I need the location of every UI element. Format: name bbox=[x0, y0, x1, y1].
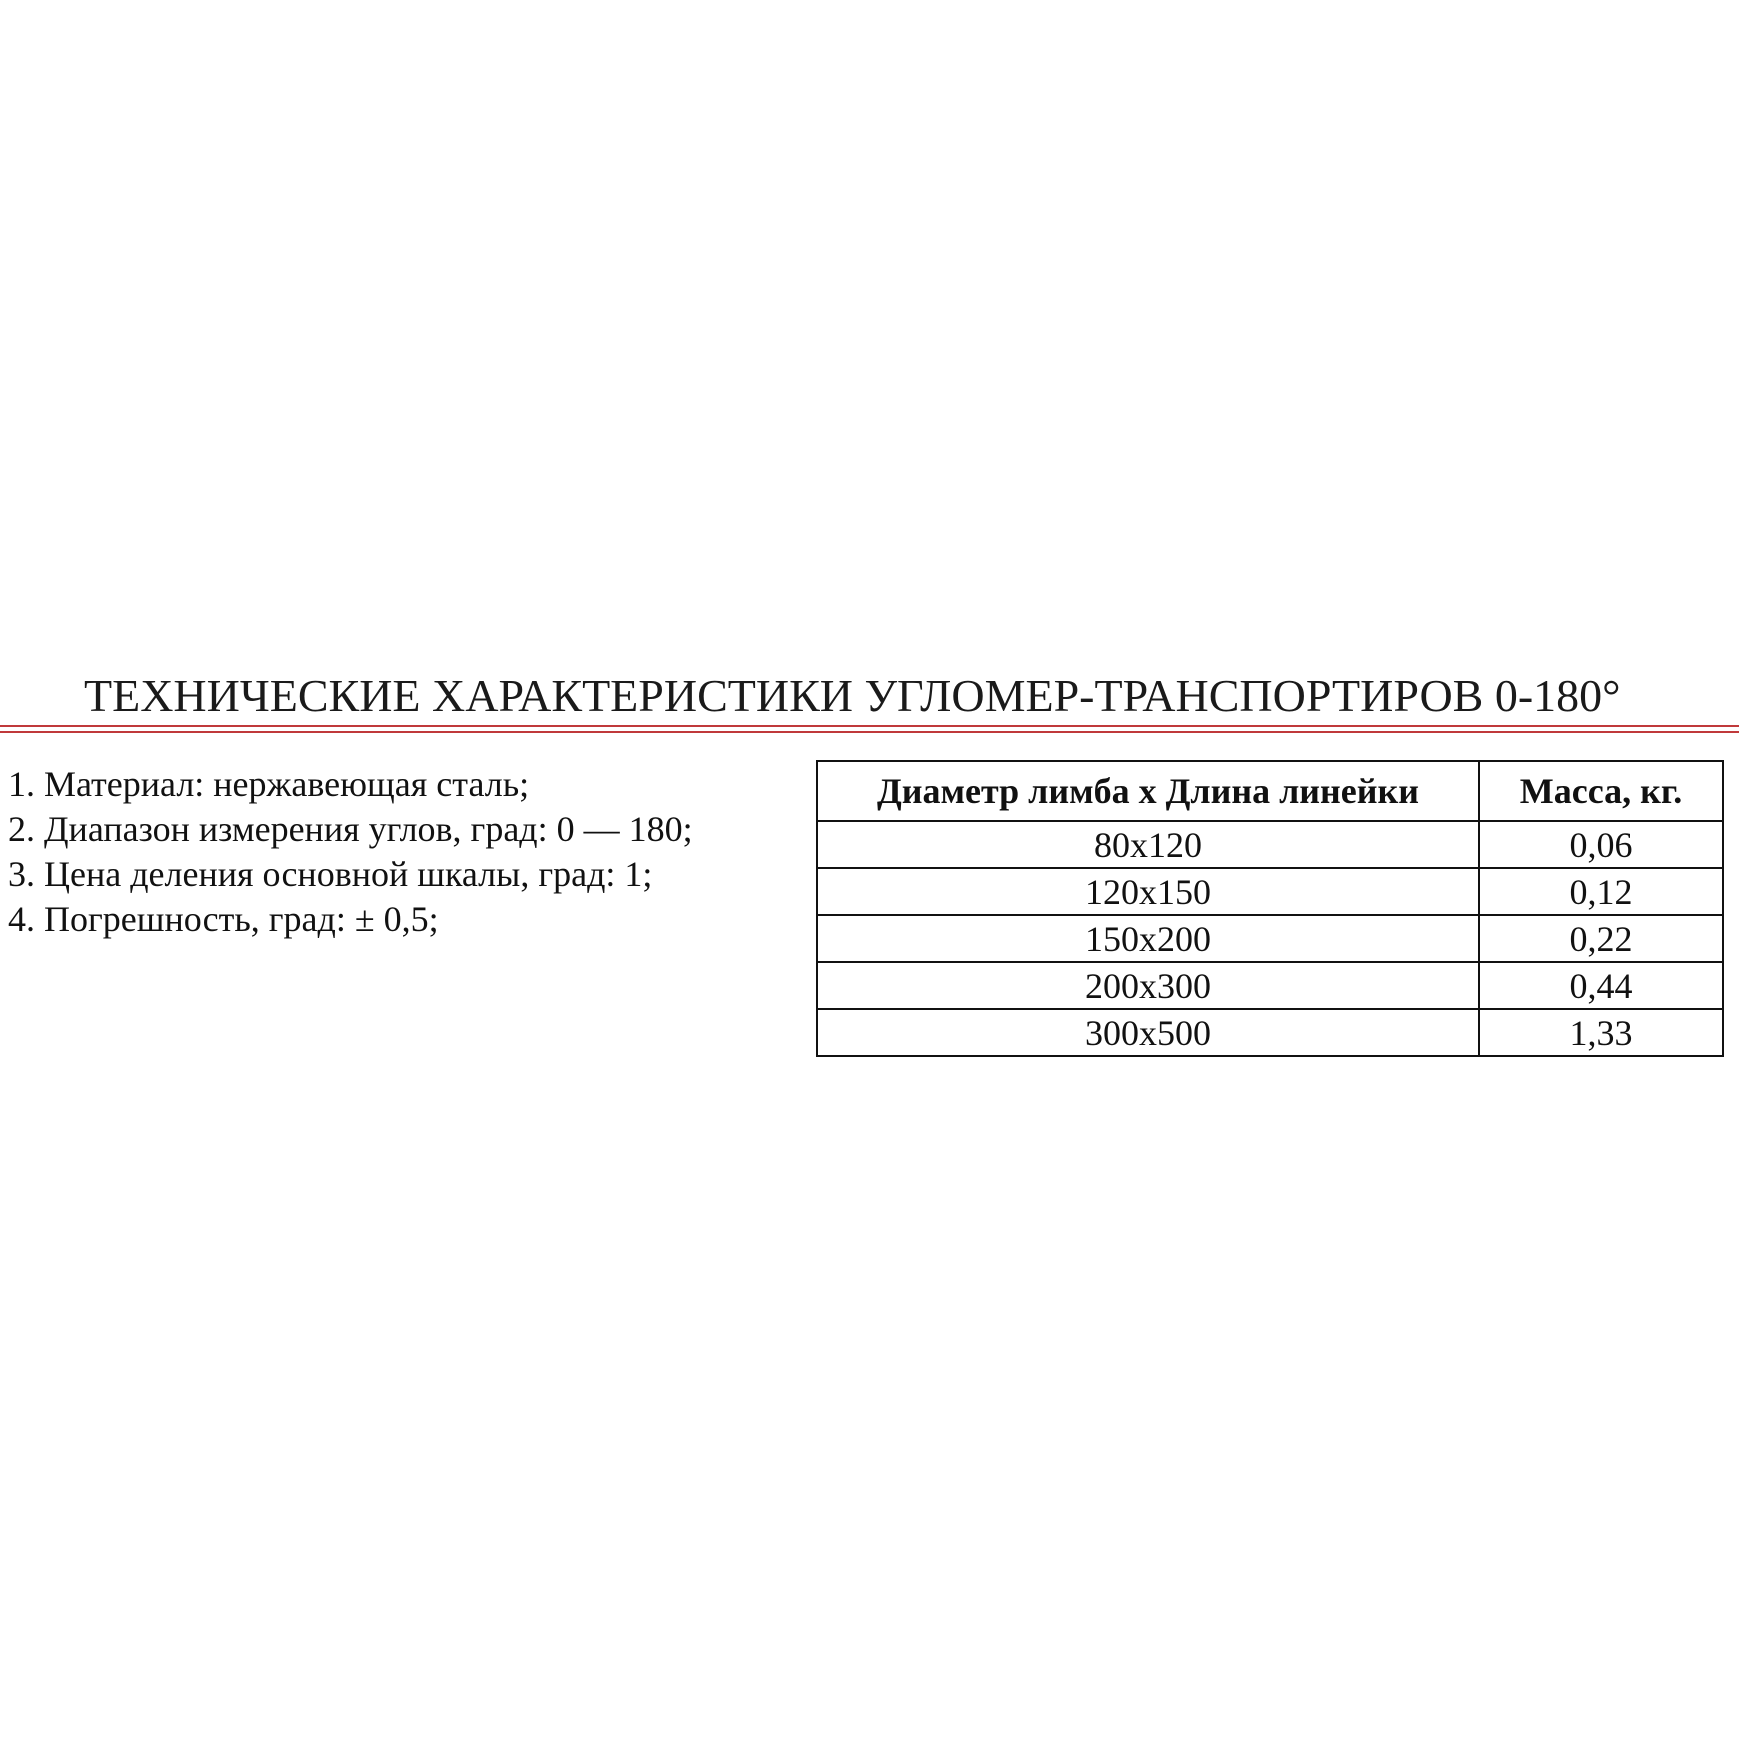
specs-table bbox=[816, 760, 1724, 1057]
table-cell-mass: 0,06 bbox=[1479, 821, 1723, 868]
spec-item-range: 2. Диапазон измерения углов, град: 0 — 180; bbox=[8, 809, 693, 849]
title-divider-bottom bbox=[0, 731, 1739, 733]
table-cell-size: 300х500 bbox=[817, 1009, 1479, 1056]
column-header-size: Диаметр лимба х Длина линейки bbox=[817, 761, 1479, 821]
table-cell-mass: 0,12 bbox=[1479, 868, 1723, 915]
table-row bbox=[817, 821, 1723, 868]
table-row bbox=[817, 962, 1723, 1009]
table-cell-size: 80х120 bbox=[817, 821, 1479, 868]
table-cell-mass: 1,33 bbox=[1479, 1009, 1723, 1056]
table-row bbox=[817, 1009, 1723, 1056]
table-row bbox=[817, 915, 1723, 962]
spec-item-error: 4. Погрешность, град: ± 0,5; bbox=[8, 899, 439, 939]
page-title: ТЕХНИЧЕСКИЕ ХАРАКТЕРИСТИКИ УГЛОМЕР-ТРАНСПОРТИРОВ 0-180° bbox=[84, 670, 1621, 721]
table-cell-mass: 0,44 bbox=[1479, 962, 1723, 1009]
title-divider-top bbox=[0, 725, 1739, 727]
table-row bbox=[817, 868, 1723, 915]
table-cell-mass: 0,22 bbox=[1479, 915, 1723, 962]
spec-item-division: 3. Цена деления основной шкалы, град: 1; bbox=[8, 854, 653, 894]
table-header-row bbox=[817, 761, 1723, 821]
spec-list bbox=[8, 762, 693, 942]
column-header-mass: Масса, кг. bbox=[1479, 761, 1723, 821]
table-cell-size: 150х200 bbox=[817, 915, 1479, 962]
table-cell-size: 200х300 bbox=[817, 962, 1479, 1009]
table-cell-size: 120х150 bbox=[817, 868, 1479, 915]
spec-item-material: 1. Материал: нержавеющая сталь; bbox=[8, 764, 530, 804]
